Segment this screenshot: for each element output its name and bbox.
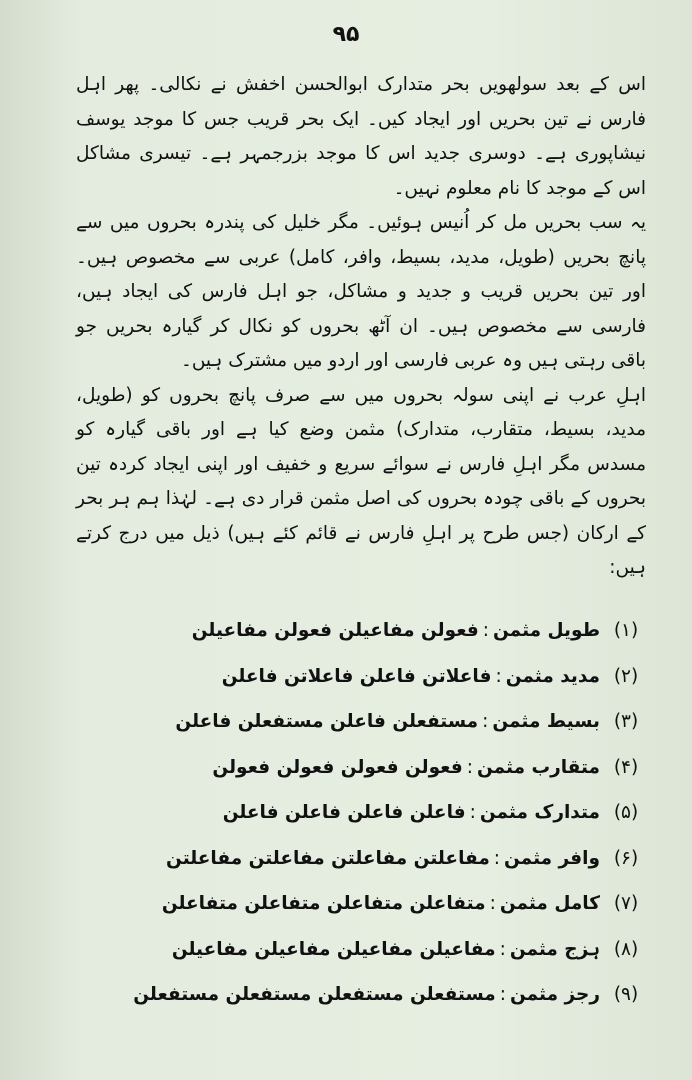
meter-item: [52, 654, 652, 700]
meter-item: [52, 836, 652, 882]
meter-separator: :: [489, 893, 496, 914]
meter-separator: :: [466, 756, 473, 778]
meter-name: مدید مثمن: [505, 665, 600, 687]
meter-feet: فعولن مفاعیلن فعولن مفاعیلن: [191, 620, 479, 641]
meter-item: [52, 881, 652, 927]
meter-number: (۹): [613, 984, 639, 1005]
meter-feet: فعولن فعولن فعولن فعولن: [212, 756, 463, 778]
meter-feet: متفاعلن متفاعلن متفاعلن متفاعلن: [161, 893, 486, 914]
meter-name: وافر مثمن: [504, 847, 600, 869]
meter-number: (۵): [613, 802, 639, 823]
meter-separator: :: [482, 620, 490, 641]
meter-separator: :: [499, 984, 506, 1005]
meter-feet: مستفعلن فاعلن مستفعلن فاعلن: [175, 711, 479, 732]
meter-name: رجز مثمن: [510, 984, 600, 1005]
meter-item: [52, 927, 652, 973]
meter-separator: :: [499, 938, 506, 960]
meter-name: کامل مثمن: [499, 893, 600, 914]
meter-name: بسیط مثمن: [492, 711, 600, 732]
paragraph-3: اہلِ عرب نے اپنی سولہ بحروں میں سے صرف پانچ بحروں کو (طویل، مدید، بسیط، متقارب، متدارک) مثمن وضع کیا ہے اور باقی گیارہ کو مسدس مگر اہلِ فارس نے سوائے سریع و خفیف اور اپنی ایجاد کردہ تین بحروں کے باقی چودہ بحروں کی اصل مثمن قرار دی ہے۔ لہٰذا ہم ہر بحر کے ارکان (جس طرح پر اہلِ فارس نے قائم کئے ہیں) ذیل میں درج کرتے ہیں:: [76, 384, 646, 578]
meter-item: [52, 790, 652, 836]
meter-feet: مستفعلن مستفعلن مستفعلن مستفعلن: [133, 984, 496, 1005]
page-number: ۹۵: [332, 22, 360, 47]
meter-item: [52, 972, 652, 1018]
meter-feet: فاعلن فاعلن فاعلن فاعلن: [222, 802, 466, 823]
meter-separator: :: [493, 847, 501, 869]
meter-number: (۷): [613, 893, 639, 914]
meter-number: (۸): [613, 938, 639, 960]
meter-name: متقارب مثمن: [476, 756, 600, 778]
meter-item: [52, 745, 652, 791]
meter-number: (۶): [613, 847, 639, 869]
meter-feet: مفاعیلن مفاعیلن مفاعیلن مفاعیلن: [171, 938, 496, 960]
meter-name: ہزج مثمن: [509, 938, 600, 960]
paragraph-2: یہ سب بحریں مل کر اُنیس ہوئیں۔ مگر خلیل کی پندرہ بحروں میں سے پانچ بحریں (طویل، مدید، بسیط، وافر، کامل) عربی سے مخصوص ہیں۔ اور تین بحریں قریب و جدید و مشاکل، جو اہل فارس کی ایجاد ہیں، فارسی سے مخصوص ہیں۔ ان آٹھ بحروں کو نکال کر گیارہ بحریں جو باقی رہتی ہیں وہ عربی فارسی اور اردو میں مشترک ہیں۔: [76, 212, 646, 371]
meter-list: [52, 608, 652, 1018]
meter-feet: مفاعلتن مفاعلتن مفاعلتن مفاعلتن: [166, 847, 490, 869]
meter-name: متدارک مثمن: [479, 802, 600, 823]
meter-feet: فاعلاتن فاعلن فاعلاتن فاعلن: [221, 665, 492, 687]
body-text: [76, 68, 646, 586]
meter-separator: :: [495, 665, 502, 687]
meter-item: [52, 699, 652, 745]
meter-separator: :: [482, 711, 489, 732]
meter-separator: :: [469, 802, 476, 823]
meter-number: (۱): [613, 620, 639, 641]
meter-item: [52, 608, 652, 654]
meter-number: (۴): [613, 756, 639, 778]
meter-number: (۳): [613, 711, 639, 732]
meter-name: طویل مثمن: [493, 620, 600, 641]
meter-number: (۲): [613, 665, 639, 687]
paragraph-1: اس کے بعد سولھویں بحر متدارک ابوالحسن اخفش نے نکالی۔ پھر اہل فارس نے تین بحریں اور ایجاد کیں۔ ایک بحر قریب جس کا موجد یوسف نیشاپوری ہے۔ دوسری جدید اس کا موجد بزرجمہر ہے۔ تیسری مشاکل اس کے موجد کا نام معلوم نہیں۔: [76, 74, 646, 199]
